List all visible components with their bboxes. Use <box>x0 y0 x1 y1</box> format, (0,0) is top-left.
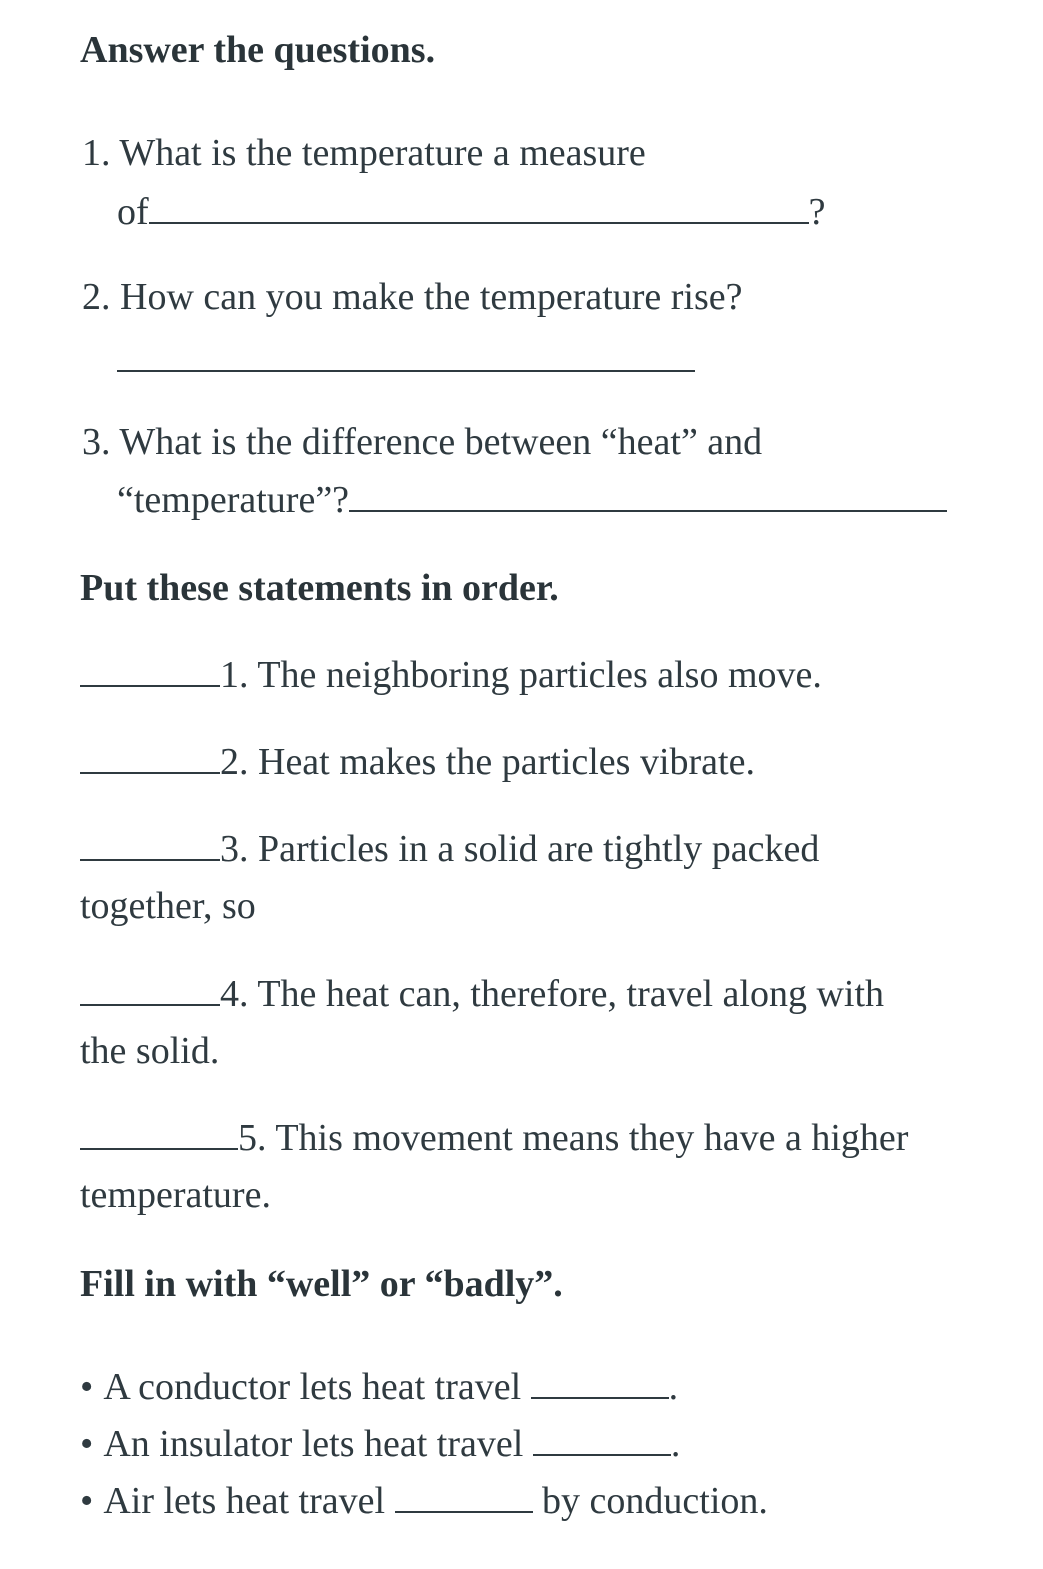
section-heading-order: Put these statements in order. <box>80 567 559 609</box>
fill-item-2-after: . <box>670 1423 681 1465</box>
order-item-4-blank[interactable] <box>80 974 220 1006</box>
question-3-number: 3. <box>82 421 111 463</box>
question-1-prefix: of <box>117 191 149 233</box>
fill-item-1-blank[interactable] <box>531 1367 669 1399</box>
question-3-text: What is the difference between “heat” and <box>119 421 763 463</box>
order-item-5-text: 5. This movement means they have a higher <box>238 1117 909 1159</box>
bullet-icon: • <box>80 1423 94 1465</box>
order-item-4-text: 4. The heat can, therefore, travel along with <box>220 973 885 1015</box>
section-heading-answer: Answer the questions. <box>80 29 436 71</box>
order-item-5 <box>80 1118 908 1157</box>
order-item-4-cont: the solid. <box>80 1030 220 1072</box>
fill-item-2-blank[interactable] <box>533 1424 671 1456</box>
bullet-icon: • <box>80 1480 94 1522</box>
fill-item-2-before: An insulator lets heat travel <box>103 1423 524 1465</box>
fill-item-2 <box>80 1424 680 1463</box>
question-1-text: What is the temperature a measure <box>119 132 646 174</box>
question-3-cont: “temperature”? <box>117 479 350 521</box>
fill-item-3-after: by conduction. <box>542 1480 768 1522</box>
bullet-icon: • <box>80 1366 94 1408</box>
order-item-2 <box>80 742 755 781</box>
question-1-answer-line <box>117 192 826 231</box>
question-3 <box>82 423 762 461</box>
order-item-3-cont: together, so <box>80 885 256 927</box>
order-item-2-text: 2. Heat makes the particles vibrate. <box>220 741 755 783</box>
order-item-1 <box>80 655 822 694</box>
question-2-text: How can you make the temperature rise? <box>120 276 743 318</box>
fill-item-3-before: Air lets heat travel <box>103 1480 386 1522</box>
order-item-4 <box>80 974 884 1013</box>
fill-item-1-before: A conductor lets heat travel <box>103 1366 522 1408</box>
question-3-answer-line <box>117 480 947 519</box>
question-1 <box>82 134 646 172</box>
order-item-5-cont: temperature. <box>80 1174 271 1216</box>
question-2-answer-blank[interactable] <box>117 340 695 372</box>
order-item-5-blank[interactable] <box>80 1118 238 1150</box>
order-item-3 <box>80 829 819 868</box>
order-item-3-text: 3. Particles in a solid are tightly packed <box>220 828 820 870</box>
order-item-1-blank[interactable] <box>80 655 220 687</box>
fill-item-3-blank[interactable] <box>395 1481 533 1513</box>
question-1-suffix: ? <box>808 191 826 233</box>
order-item-3-blank[interactable] <box>80 829 220 861</box>
question-1-answer-blank[interactable] <box>149 192 809 224</box>
order-item-1-text: 1. The neighboring particles also move. <box>220 654 822 696</box>
question-2-number: 2. <box>82 276 111 318</box>
question-3-answer-blank[interactable] <box>349 480 947 512</box>
fill-item-3 <box>80 1481 768 1520</box>
section-heading-fill-in: Fill in with “well” or “badly”. <box>80 1263 563 1305</box>
question-2-answer-line <box>117 340 695 379</box>
fill-item-1-after: . <box>668 1366 679 1408</box>
order-item-2-blank[interactable] <box>80 742 220 774</box>
question-1-number: 1. <box>82 132 111 174</box>
fill-item-1 <box>80 1367 678 1406</box>
question-2 <box>82 278 743 316</box>
